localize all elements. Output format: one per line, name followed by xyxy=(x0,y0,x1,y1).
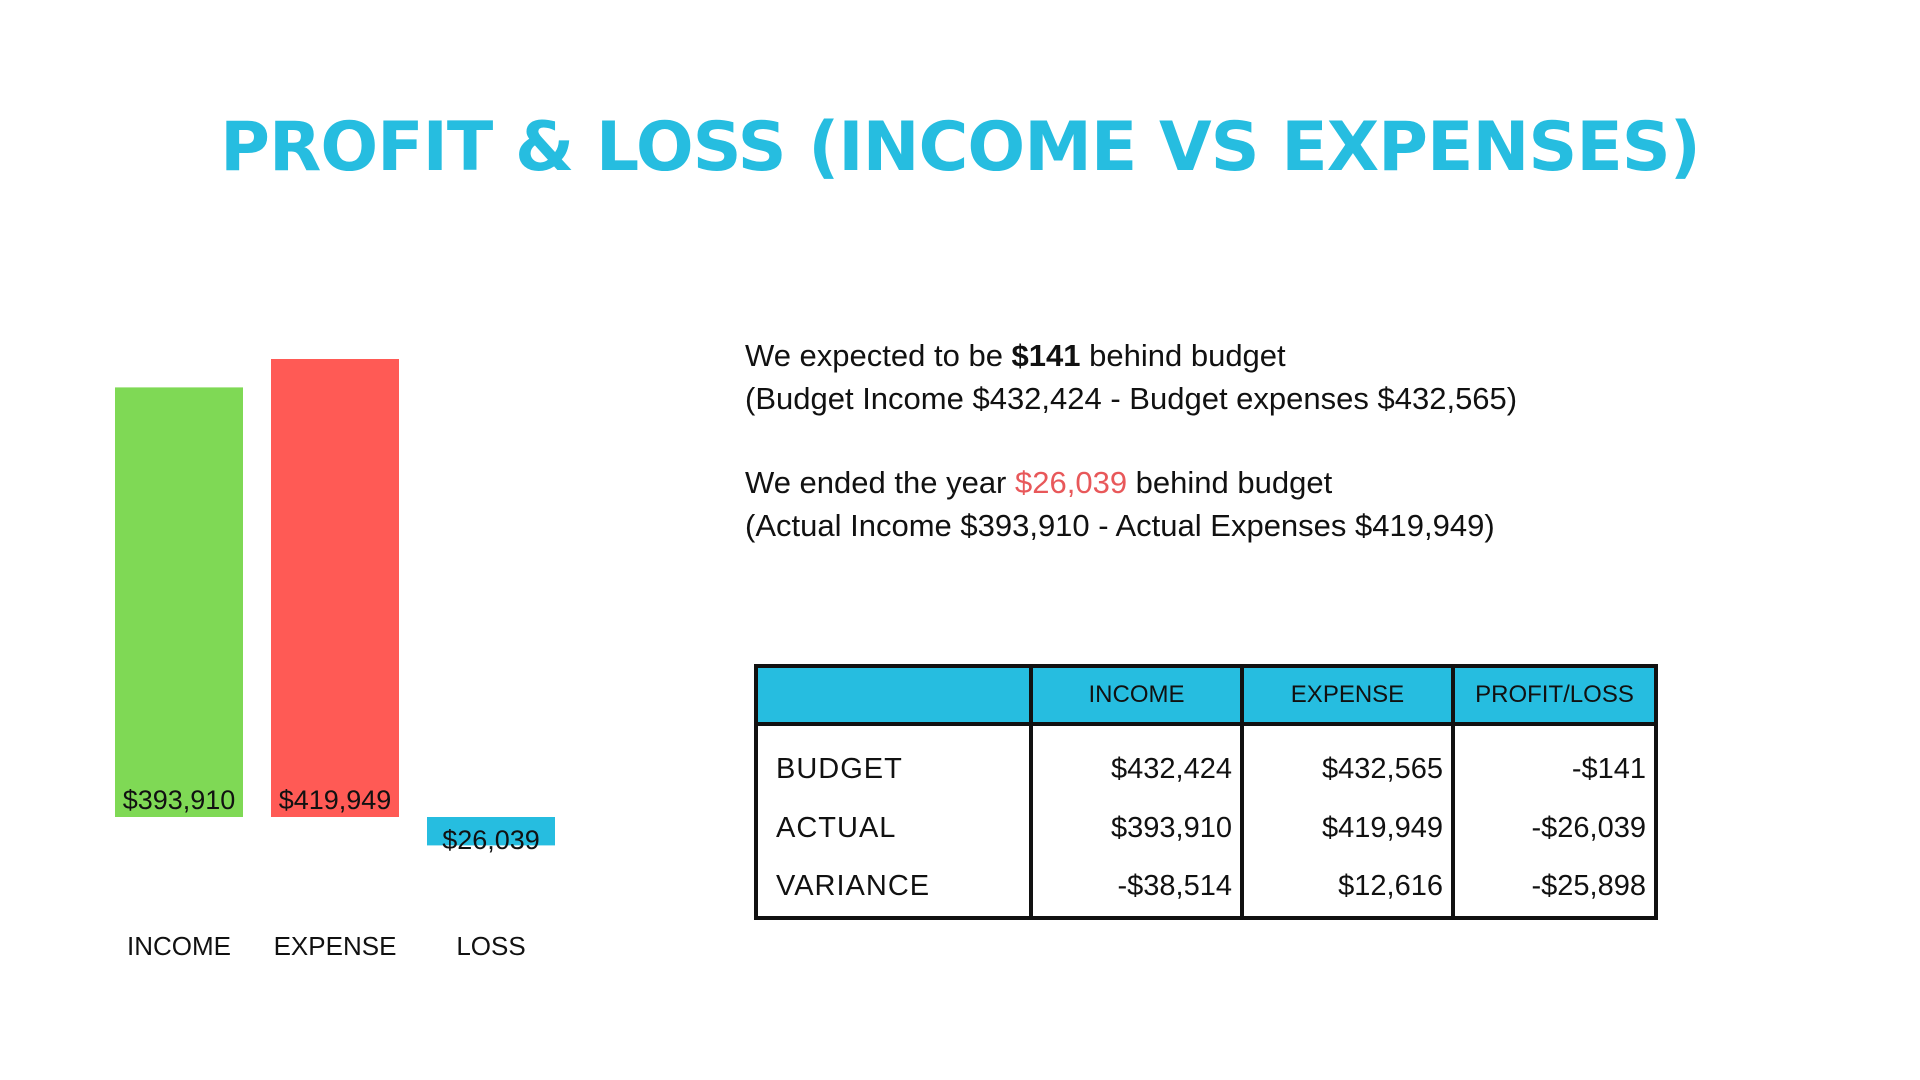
header-blank xyxy=(756,666,1031,724)
row-label: ACTUAL xyxy=(776,811,897,844)
budget-expectation xyxy=(745,334,1745,420)
category-label: EXPENSE xyxy=(273,931,397,961)
category-label: INCOME xyxy=(127,931,231,961)
category-label: LOSS xyxy=(456,931,526,961)
header-profit-loss: PROFIT/LOSS xyxy=(1453,666,1656,724)
page-title: PROFIT & LOSS (INCOME VS EXPENSES) xyxy=(220,108,1700,187)
cell-income: -$38,514 xyxy=(1031,857,1242,918)
header-income: INCOME xyxy=(1031,666,1242,724)
table-row xyxy=(756,799,1656,858)
budget-expectation-tail: behind budget xyxy=(1080,338,1286,373)
pl-bar-chart xyxy=(0,0,620,1000)
cell-expense: $419,949 xyxy=(1242,799,1453,858)
cell-profit-loss: -$25,898 xyxy=(1453,857,1656,918)
budget-formula: (Budget Income $432,424 - Budget expenses $432,565) xyxy=(745,381,1518,416)
bar-expense xyxy=(271,359,399,817)
cell-income: $432,424 xyxy=(1031,724,1242,799)
bar-income xyxy=(115,387,243,817)
table-row xyxy=(756,857,1656,918)
actual-result xyxy=(745,461,1745,547)
cell-expense: $12,616 xyxy=(1242,857,1453,918)
actual-gap: $26,039 xyxy=(1015,465,1128,500)
pl-summary-table xyxy=(754,664,1658,920)
table-row xyxy=(756,724,1656,799)
actual-result-lead: We ended the year xyxy=(745,465,1015,500)
cell-income: $393,910 xyxy=(1031,799,1242,858)
header-expense: EXPENSE xyxy=(1242,666,1453,724)
table-header-row xyxy=(756,666,1656,724)
actual-formula: (Actual Income $393,910 - Actual Expenses $419,949) xyxy=(745,508,1495,543)
cell-expense: $432,565 xyxy=(1242,724,1453,799)
budget-expectation-lead: We expected to be xyxy=(745,338,1012,373)
bar-value-label: $26,039 xyxy=(442,825,540,855)
row-label: BUDGET xyxy=(776,752,903,785)
budget-expected-gap: $141 xyxy=(1011,338,1081,373)
bar-value-label: $393,910 xyxy=(122,785,236,815)
actual-result-tail: behind budget xyxy=(1127,465,1333,500)
cell-profit-loss: -$26,039 xyxy=(1453,799,1656,858)
row-label: VARIANCE xyxy=(776,870,931,903)
bar-value-label: $419,949 xyxy=(278,785,392,815)
cell-profit-loss: -$141 xyxy=(1453,724,1656,799)
narrative xyxy=(745,334,1745,588)
